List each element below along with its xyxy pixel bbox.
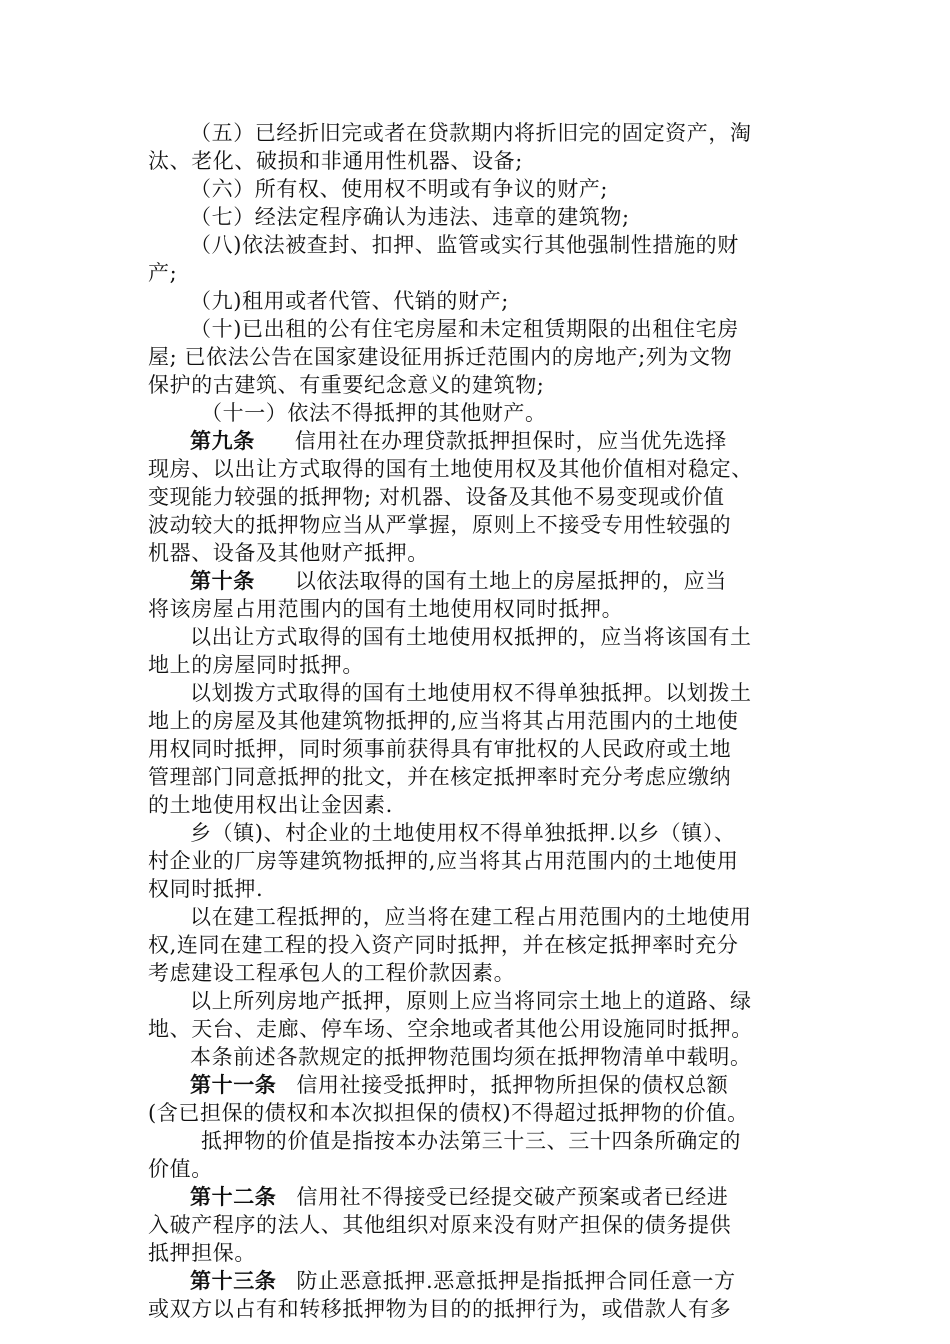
line-text: 变现能力较强的抵押物; 对机器、设备及其他不易变现或价值 bbox=[148, 485, 725, 509]
text-line bbox=[148, 1127, 808, 1155]
text-line bbox=[148, 511, 808, 539]
article-line bbox=[148, 1183, 808, 1211]
text-line bbox=[148, 371, 808, 399]
line-text: 抵押物的价值是指按本办法第三十三、三十四条所确定的 bbox=[201, 1129, 741, 1153]
text-line bbox=[148, 679, 808, 707]
text-line bbox=[148, 119, 808, 147]
text-line bbox=[148, 623, 808, 651]
text-line bbox=[148, 147, 808, 175]
line-text: 以划拨方式取得的国有土地使用权不得单独抵押。以划拨土 bbox=[190, 681, 752, 705]
text-line bbox=[148, 819, 808, 847]
line-text: （十一）依法不得抵押的其他财产。 bbox=[201, 401, 547, 425]
line-text: 以依法取得的国有土地上的房屋抵押的，应当 bbox=[294, 569, 727, 593]
article-heading: 第十一条 bbox=[190, 1072, 277, 1097]
text-line bbox=[148, 203, 808, 231]
line-text: 的土地使用权出让金因素. bbox=[148, 793, 393, 817]
line-text: （十)已出租的公有住宅房屋和未定租赁期限的出租住宅房 bbox=[190, 317, 739, 341]
line-text: 考虑建设工程承包人的工程价款因素。 bbox=[148, 961, 516, 985]
line-text: 本条前述各款规定的抵押物范围均须在抵押物清单中载明。 bbox=[190, 1045, 752, 1069]
text-line bbox=[148, 455, 808, 483]
text-line bbox=[148, 791, 808, 819]
line-text: 权,连同在建工程的投入资产同时抵押，并在核定抵押率时充分 bbox=[148, 933, 739, 957]
line-text: 保护的古建筑、有重要纪念意义的建筑物; bbox=[148, 373, 545, 397]
line-text: （七）经法定程序确认为违法、违章的建筑物; bbox=[190, 205, 630, 229]
text-line bbox=[148, 707, 808, 735]
article-heading: 第九条 bbox=[190, 428, 255, 453]
line-text: 屋; 已依法公告在国家建设征用拆迁范围内的房地产;列为文物 bbox=[148, 345, 733, 369]
text-line bbox=[148, 959, 808, 987]
text-line bbox=[148, 1239, 808, 1267]
text-line bbox=[148, 175, 808, 203]
text-line bbox=[148, 595, 808, 623]
text-line bbox=[148, 903, 808, 931]
line-text: 抵押担保。 bbox=[148, 1241, 256, 1265]
line-text: 信用社接受抵押时，抵押物所担保的债权总额 bbox=[296, 1073, 729, 1097]
line-text: （八)依法被查封、扣押、监管或实行其他强制性措施的财 bbox=[190, 233, 739, 257]
line-text: 以出让方式取得的国有土地使用权抵押的，应当将该国有土 bbox=[190, 625, 752, 649]
line-text: 用权同时抵押，同时须事前获得具有审批权的人民政府或土地 bbox=[148, 737, 732, 761]
article-line bbox=[148, 1071, 808, 1099]
line-text: 将该房屋占用范围内的国有土地使用权同时抵押。 bbox=[148, 597, 624, 621]
article-heading: 第十三条 bbox=[190, 1268, 277, 1293]
text-line bbox=[148, 1211, 808, 1239]
text-line bbox=[148, 231, 808, 259]
text-line bbox=[148, 343, 808, 371]
text-line bbox=[148, 987, 808, 1015]
text-line bbox=[148, 483, 808, 511]
line-text: 机器、设备及其他财产抵押。 bbox=[148, 541, 429, 565]
line-text: 波动较大的抵押物应当从严掌握，原则上不接受专用性较强的 bbox=[148, 513, 732, 537]
line-text: 以在建工程抵押的，应当将在建工程占用范围内的土地使用 bbox=[190, 905, 752, 929]
text-line bbox=[148, 399, 808, 427]
line-text: 权同时抵押. bbox=[148, 877, 264, 901]
text-line bbox=[148, 1099, 808, 1127]
document-body bbox=[148, 119, 808, 1323]
line-text: 地、天台、走廊、停车场、空余地或者其他公用设施同时抵押。 bbox=[148, 1017, 753, 1041]
article-line bbox=[148, 567, 808, 595]
line-text: 入破产程序的法人、其他组织对原来没有财产担保的债务提供 bbox=[148, 1213, 732, 1237]
line-text: 乡（镇)、村企业的土地使用权不得单独抵押.以乡（镇）、 bbox=[190, 821, 736, 845]
line-text: 管理部门同意抵押的批文，并在核定抵押率时充分考虑应缴纳 bbox=[148, 765, 732, 789]
text-line bbox=[148, 315, 808, 343]
text-line bbox=[148, 847, 808, 875]
text-line bbox=[148, 287, 808, 315]
article-heading: 第十条 bbox=[190, 568, 255, 593]
line-text: 地上的房屋及其他建筑物抵押的,应当将其占用范围内的土地使 bbox=[148, 709, 739, 733]
line-text: 或双方以占有和转移抵押物为目的的抵押行为，或借款人有多 bbox=[148, 1297, 732, 1321]
text-line bbox=[148, 1155, 808, 1183]
line-text: 汰、老化、破损和非通用性机器、设备; bbox=[148, 149, 523, 173]
text-line bbox=[148, 651, 808, 679]
line-text: (含已担保的债权和本次拟担保的债权)不得超过抵押物的价值。 bbox=[148, 1101, 749, 1125]
text-line bbox=[148, 763, 808, 791]
line-text: 价值。 bbox=[148, 1157, 213, 1181]
text-line bbox=[148, 1015, 808, 1043]
line-text: （六）所有权、使用权不明或有争议的财产; bbox=[190, 177, 609, 201]
article-line bbox=[148, 427, 808, 455]
line-text: 以上所列房地产抵押，原则上应当将同宗土地上的道路、绿 bbox=[190, 989, 752, 1013]
line-text: 地上的房屋同时抵押。 bbox=[148, 653, 364, 677]
line-text: 信用社在办理贷款抵押担保时，应当优先选择 bbox=[294, 429, 727, 453]
line-text: 产; bbox=[148, 261, 178, 285]
line-text: 防止恶意抵押.恶意抵押是指抵押合同任意一方 bbox=[296, 1269, 736, 1293]
line-text: 村企业的厂房等建筑物抵押的,应当将其占用范围内的土地使用 bbox=[148, 849, 739, 873]
line-text: （九)租用或者代管、代销的财产; bbox=[190, 289, 509, 313]
text-line bbox=[148, 1043, 808, 1071]
line-text: 现房、以出让方式取得的国有土地使用权及其他价值相对稳定、 bbox=[148, 457, 753, 481]
text-line bbox=[148, 1295, 808, 1323]
text-line bbox=[148, 875, 808, 903]
text-line bbox=[148, 735, 808, 763]
text-line bbox=[148, 931, 808, 959]
text-line bbox=[148, 259, 808, 287]
article-line bbox=[148, 1267, 808, 1295]
article-heading: 第十二条 bbox=[190, 1184, 277, 1209]
text-line bbox=[148, 539, 808, 567]
line-text: （五）已经折旧完或者在贷款期内将折旧完的固定资产，淘 bbox=[190, 121, 752, 145]
line-text: 信用社不得接受已经提交破产预案或者已经进 bbox=[296, 1185, 729, 1209]
